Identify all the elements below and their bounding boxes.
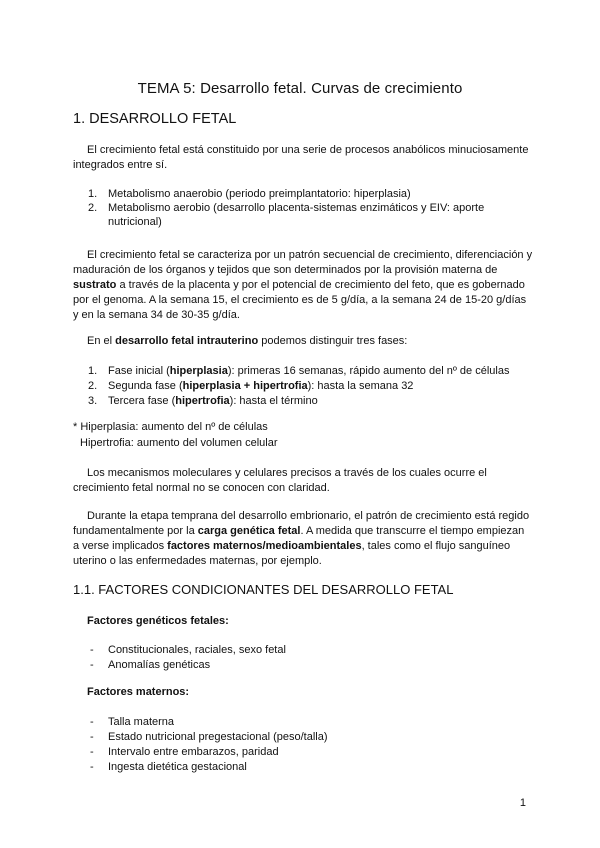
list-item-text: Metabolismo anaerobio (periodo preimplantatorio: hiperplasia) bbox=[108, 188, 411, 200]
text-run: ): primeras 16 semanas, rápido aumento del nº de células bbox=[227, 365, 510, 377]
list-item bbox=[88, 643, 528, 658]
list-item bbox=[88, 730, 528, 745]
paragraph-mechanisms: Los mecanismos moleculares y celulares precisos a través de los cuales ocurre el crecimiento fetal normal no se conocen con claridad. bbox=[73, 467, 487, 494]
note-hipertrofia: Hipertrofia: aumento del volumen celular bbox=[80, 437, 278, 449]
list-item bbox=[88, 715, 528, 730]
text-run: El crecimiento fetal se caracteriza por un patrón secuencial de crecimiento, diferenciación y maduración de los órganos y tejidos que son determinados por la provisión materna de bbox=[73, 249, 533, 276]
dash-bullet: - bbox=[90, 761, 94, 773]
text-run: Fase inicial ( bbox=[108, 365, 170, 377]
list-item bbox=[88, 379, 528, 394]
list-item-text: Ingesta dietética gestacional bbox=[108, 761, 247, 773]
maternal-factors-list bbox=[88, 715, 528, 775]
text-run: Tercera fase ( bbox=[108, 395, 176, 407]
bold-term: hipertrofia bbox=[175, 395, 230, 407]
list-item bbox=[88, 745, 528, 760]
list-number: 2. bbox=[88, 380, 98, 392]
text-run: Durante la etapa temprana del desarrollo embrionario, el patrón de crecimiento está regido fundamentalmente por la bbox=[73, 510, 530, 537]
list-number: 3. bbox=[88, 395, 98, 407]
section-heading-factores: 1.1. FACTORES CONDICIONANTES DEL DESARROLLO FETAL bbox=[73, 582, 454, 597]
bold-term: hiperplasia bbox=[169, 365, 228, 377]
list-item-text: Intervalo entre embarazos, paridad bbox=[108, 746, 279, 758]
subheading-maternal-factors: Factores maternos: bbox=[87, 686, 190, 698]
paragraph-early-stage bbox=[73, 509, 533, 569]
list-item bbox=[88, 187, 528, 201]
bold-term: factores maternos/medioambientales bbox=[167, 540, 362, 552]
list-item-text: Talla materna bbox=[108, 716, 175, 728]
dash-bullet: - bbox=[90, 731, 94, 743]
list-item bbox=[88, 658, 528, 673]
note-hiperplasia: * Hiperplasia: aumento del nº de células bbox=[73, 421, 268, 433]
list-item bbox=[88, 760, 528, 775]
page-number: 1 bbox=[519, 797, 526, 809]
list-item bbox=[88, 394, 528, 409]
list-item-text: Constitucionales, raciales, sexo fetal bbox=[108, 644, 286, 656]
list-item bbox=[88, 201, 528, 229]
text-run: podemos distinguir tres fases: bbox=[258, 335, 408, 347]
section-heading-desarrollo-fetal: 1. DESARROLLO FETAL bbox=[73, 111, 237, 127]
text-run: En el bbox=[87, 335, 116, 347]
paragraph-growth-pattern bbox=[73, 248, 533, 323]
bold-term: sustrato bbox=[73, 279, 117, 291]
bold-term: desarrollo fetal intrauterino bbox=[115, 335, 259, 347]
genetic-factors-list bbox=[88, 643, 528, 673]
text-run: , tales como el flujo sanguíneo uterino o las enfermedades maternas, por ejemplo. bbox=[73, 540, 511, 567]
list-number: 1. bbox=[88, 365, 98, 377]
list-item-text: Metabolismo aerobio (desarrollo placenta-sistemas enzimáticos y EIV: aporte nutricional) bbox=[108, 202, 485, 228]
dash-bullet: - bbox=[90, 746, 94, 758]
text-run: a través de la placenta y por el potencial de crecimiento del feto, que es gobernado por el genoma. A la semana 15, el crecimiento es de 5 g/día, a la semana 24 de 15-20 g/días y en la semana 34 de 30-35 g/día. bbox=[73, 279, 527, 321]
dash-bullet: - bbox=[90, 644, 94, 656]
text-run: Segunda fase ( bbox=[108, 380, 183, 392]
paragraph-phases-intro bbox=[73, 334, 533, 349]
dash-bullet: - bbox=[90, 716, 94, 728]
list-item bbox=[88, 364, 528, 379]
metabolism-list bbox=[88, 187, 528, 229]
phases-list bbox=[88, 364, 528, 409]
list-item-text: Estado nutricional pregestacional (peso/talla) bbox=[108, 731, 328, 743]
list-item-text: Anomalías genéticas bbox=[108, 659, 211, 671]
page-title: TEMA 5: Desarrollo fetal. Curvas de crecimiento bbox=[137, 80, 463, 98]
list-number: 1. bbox=[88, 188, 98, 200]
list-number: 2. bbox=[88, 202, 98, 214]
subheading-genetic-factors: Factores genéticos fetales: bbox=[87, 615, 229, 627]
text-run: ): hasta el término bbox=[229, 395, 318, 407]
text-run: ): hasta la semana 32 bbox=[307, 380, 414, 392]
text-run: . A medida que transcurre el tiempo empiezan a verse implicados bbox=[73, 525, 525, 552]
dash-bullet: - bbox=[90, 659, 94, 671]
paragraph-intro: El crecimiento fetal está constituido por una serie de procesos anabólicos minuciosamente integrados entre sí. bbox=[73, 144, 529, 171]
bold-term: carga genética fetal bbox=[197, 525, 301, 537]
bold-term: hiperplasia + hipertrofia bbox=[182, 380, 308, 392]
